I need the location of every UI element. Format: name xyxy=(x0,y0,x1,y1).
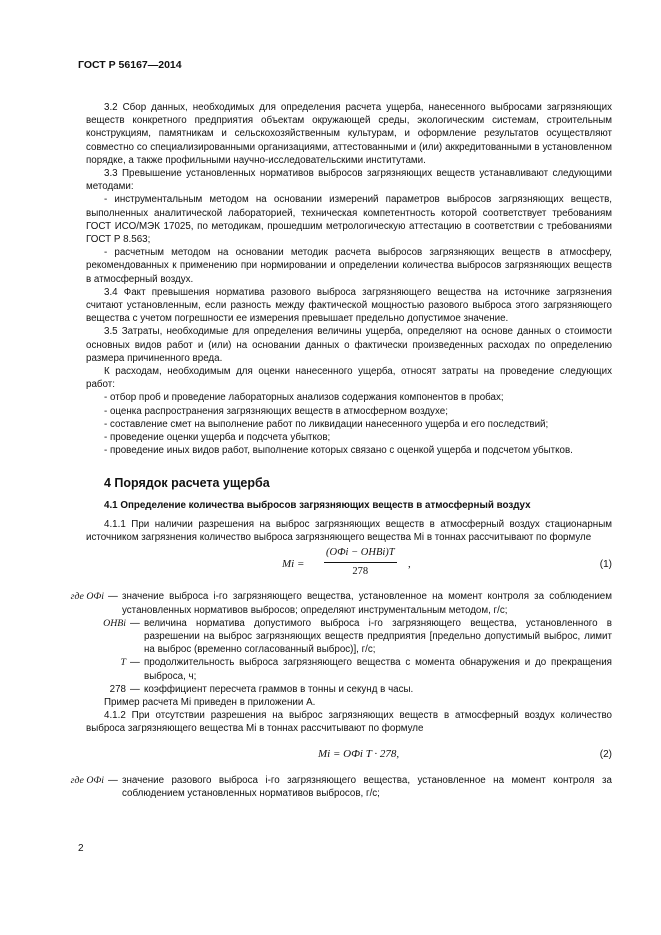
definition-text: продолжительность выброса загрязняющего вещества с момента обнаружения и до прекращения выброса, ч; xyxy=(144,657,612,682)
formula-2-expression: Mi = OФi T · 278, xyxy=(318,747,400,760)
formula-1-numerator: (OФi − OHBi)T xyxy=(324,546,397,562)
paragraph-4-1-2: 4.1.2 При отсутствии разрешения на выброс загрязняющих веществ в атмосферный воздух количество выброса загрязняющего вещества Mi в тоннах рассчитывают по формуле xyxy=(86,710,612,735)
definition-term: 278 xyxy=(109,683,126,695)
page-number: 2 xyxy=(78,843,84,854)
list-item-other-works: - проведение иных видов работ, выполнение которых связано с оценкой ущерба и подсчетом убытков. xyxy=(104,445,573,457)
formula-1-denominator: 278 xyxy=(352,565,369,577)
definition-text: величина норматива допустимого выброса i-го загрязняющего вещества, установленного в разрешении на выброс загрязняющих веществ предприятия [предельно допустимый выброс, лимит на выброс (временно согласованный выброс)], г/с; xyxy=(144,617,612,656)
definition-term: где OФi xyxy=(70,774,104,786)
document-body xyxy=(70,101,612,800)
formula-2 xyxy=(86,742,612,768)
definition-term: OHBi xyxy=(103,617,126,629)
formula-1-lhs: Mi = xyxy=(282,558,305,571)
definition-o-fi-2: где OФi — значение разового выброса i-го загрязняющего вещества, установленное на момент контроля за соблюдением установленных нормативов выбросов, г/с; xyxy=(86,774,612,800)
list-item-calculation: - расчетным методом на основании методик расчета выбросов загрязняющих веществ в атмосферу, рекомендованных к применению при нормировании и определении количества выбросов загрязняющих веществ в атмосферный воздух. xyxy=(86,247,612,285)
paragraph-3-2: 3.2 Сбор данных, необходимых для определения расчета ущерба, нанесенного выбросами загрязняющих веществ конкретного предприятия объектам окружающей среды, экологическим системам, строительным конструкциям, памятникам и сельскохозяйственным культурам, и оформление результатов осуществляют совместно со специализированными организациями, аттестованными и (или) аккредитованными в установленном порядке, а также профильными научно-исследовательскими институтами. xyxy=(86,102,612,166)
definition-t: T — продолжительность выброса загрязняющего вещества с момента обнаружения и до прекращения выброса, ч; xyxy=(86,656,612,682)
example-reference: Пример расчета Mi приведен в приложении А. xyxy=(104,696,316,708)
list-item-estimates: - составление смет на выполнение работ по ликвидации нанесенного ущерба и его последствий; xyxy=(104,418,549,430)
definition-onv-i: OHBi — величина норматива допустимого выброса i-го загрязняющего вещества, установленного в разрешении на выброс загрязняющих веществ предприятия [предельно допустимый выброс, лимит на выброс (временно согласованный выброс)], г/с; xyxy=(86,617,612,657)
document-header: ГОСТ Р 56167—2014 xyxy=(78,59,182,71)
definition-term: где OФi xyxy=(70,591,104,603)
list-item-instrumental: - инструментальным методом на основании измерений параметров выбросов загрязняющих веществ, выполненных аналитической лабораторией, техническая компетентность которой соответствует требованиям ГОСТ ИСО/МЭК 17025, по методикам, прошедшим метрологическую аттестацию в соответствии с требованиями ГОСТ Р 8.563; xyxy=(86,194,612,246)
formula-1-tail: , xyxy=(408,558,411,571)
definition-text: значение разового выброса i-го загрязняющего вещества, установленное на момент контроля за соблюдением установленных нормативов выбросов, г/с; xyxy=(122,774,612,799)
list-item-assessment: - проведение оценки ущерба и подсчета убытков; xyxy=(104,432,331,444)
formula-1 xyxy=(86,546,612,586)
paragraph-3-3: 3.3 Превышение установленных нормативов выбросов загрязняющих веществ устанавливают следующими методами: xyxy=(86,168,612,193)
paragraph-4-1-1: 4.1.1 При наличии разрешения на выброс загрязняющих веществ в атмосферный воздух стационарным источником загрязнения количество выброса загрязняющего вещества Mi в тоннах рассчитывают по формуле xyxy=(86,518,612,544)
formula-2-number: (2) xyxy=(599,748,612,760)
definition-o-fi: где OФi — значение выброса i-го загрязняющего вещества, установленное на момент контроля за соблюдением установленных нормативов выбросов; определяют инструментальным методом, г/с; xyxy=(86,590,612,616)
definition-term: T xyxy=(120,657,126,669)
section-4-title: 4 Порядок расчета ущерба xyxy=(104,476,270,491)
definition-278: 278 — коэффициент пересчета граммов в тонны и секунд в часы. xyxy=(86,683,612,696)
formula-1-number: (1) xyxy=(599,559,612,571)
list-item-distribution: - оценка распространения загрязняющих веществ в атмосферном воздухе; xyxy=(104,405,448,417)
definition-text: значение выброса i-го загрязняющего вещества, установленное на момент контроля за соблюдением установленных нормативов выбросов; определяют инструментальным методом, г/с; xyxy=(122,591,612,616)
definition-text: коэффициент пересчета граммов в тонны и секунд в часы. xyxy=(144,683,414,695)
section-4-1-title: 4.1 Определение количества выбросов загрязняющих веществ в атмосферный воздух xyxy=(104,499,531,511)
paragraph-3-5: 3.5 Затраты, необходимые для определения величины ущерба, определяют на основе данных о стоимости основных видов работ и (или) на основании данных о фактически произведенных расходах по определению размера причиненного вреда. xyxy=(86,326,612,364)
paragraph-expenses: К расходам, необходимым для оценки нанесенного ущерба, относят затраты на проведение следующих работ: xyxy=(86,366,612,391)
formula-1-fraction xyxy=(324,546,397,577)
list-item-sampling: - отбор проб и проведение лабораторных анализов содержания компонентов в пробах; xyxy=(104,392,504,404)
paragraph-3-4: 3.4 Факт превышения норматива разового выброса загрязняющего вещества на источнике загрязнения считают установленным, если разность между фактической мощностью разового выброса этого загрязняющего вещества с учетом погрешности ее измерения превышает предельно допустимое значение. xyxy=(86,286,612,325)
